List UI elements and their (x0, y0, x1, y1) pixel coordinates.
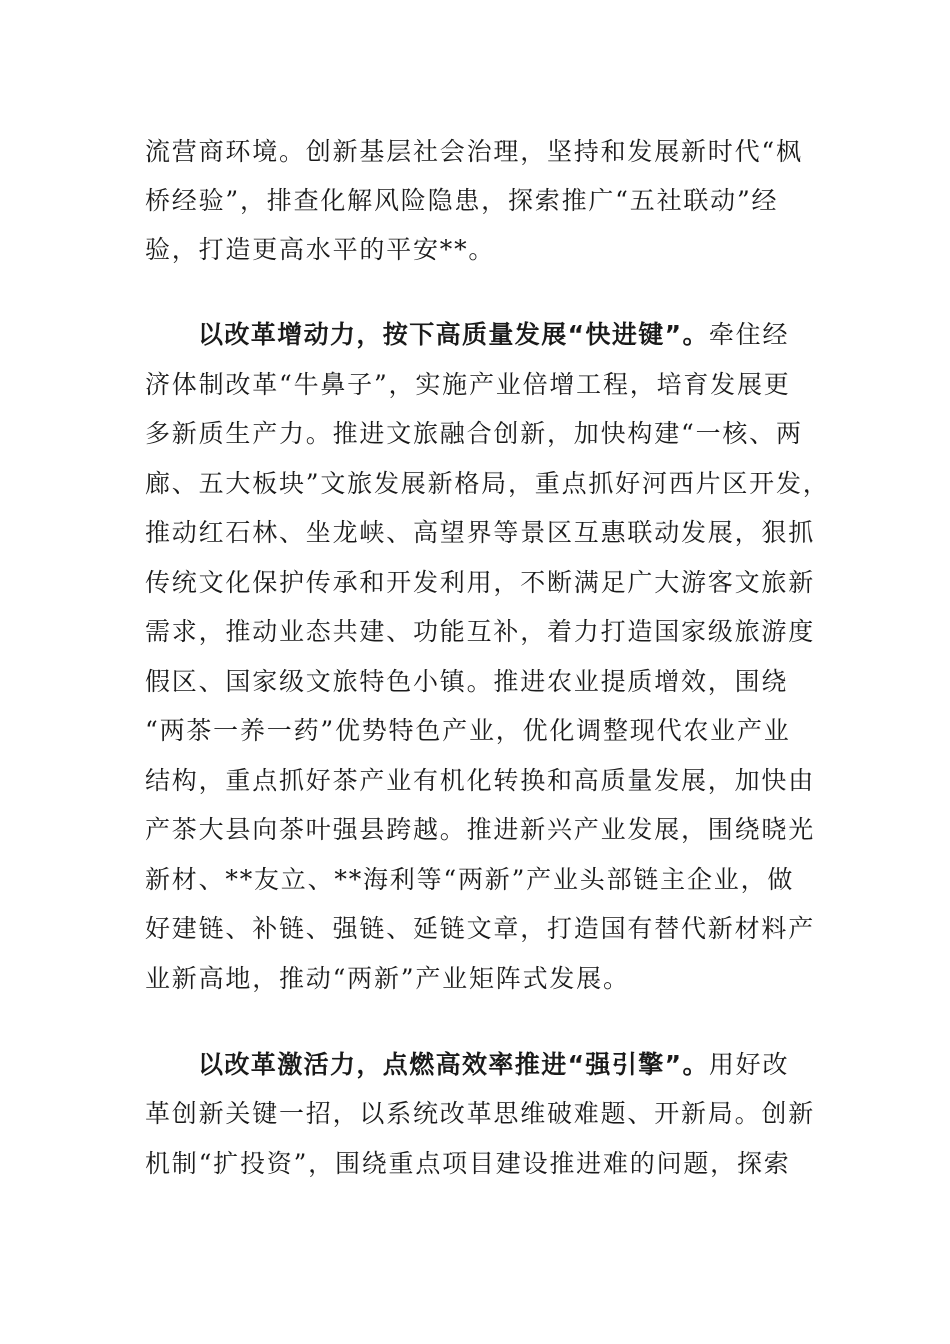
paragraph-3-line-1-text: 用好改 (708, 1050, 790, 1079)
paragraph-2-line-8: 假区、国家级文旅特色小镇。推进农业提质增效，围绕 (145, 667, 789, 696)
paragraph-1-line-1: 流营商环境。创新基层社会治理，坚持和发展新时代“枫 (145, 137, 803, 166)
paragraph-2-line-1 (198, 320, 789, 350)
paragraph-2-line-6: 传统文化保护传承和开发利用，不断满足广大游客文旅新 (145, 568, 816, 597)
paragraph-1-line-2: 桥经验”，排查化解风险隐患，探索推广“五社联动”经 (145, 186, 779, 215)
paragraph-2-line-9: “两茶一养一药”优势特色产业，优化调整现代农业产业 (145, 716, 791, 745)
paragraph-2-line-4: 廊、五大板块”文旅发展新格局，重点抓好河西片区开发， (145, 469, 830, 498)
paragraph-2-line-14: 业新高地，推动“两新”产业矩阵式发展。 (145, 964, 630, 993)
paragraph-3-line-2: 革创新关键一招，以系统改革思维破难题、开新局。创新 (145, 1099, 816, 1128)
paragraph-2-line-1-text: 牵住经 (708, 320, 790, 349)
paragraph-2-line-3: 多新质生产力。推进文旅融合创新，加快构建“一核、两 (145, 419, 803, 448)
paragraph-2-line-7: 需求，推动业态共建、功能互补，着力打造国家级旅游度 (145, 617, 816, 646)
paragraph-2-line-5: 推动红石林、坐龙峡、高望界等景区互惠联动发展，狠抓 (145, 518, 816, 547)
paragraph-2-line-2: 济体制改革“牛鼻子”，实施产业倍增工程，培育发展更 (145, 370, 791, 399)
paragraph-3-heading: 以改革激活力，点燃高效率推进“强引擎”。 (198, 1050, 709, 1079)
paragraph-3-line-1 (198, 1050, 789, 1080)
paragraph-2-line-10: 结构，重点抓好茶产业有机化转换和高质量发展，加快由 (145, 766, 816, 795)
paragraph-2-line-12: 新材、**友立、**海利等“两新”产业头部链主企业，做 (145, 865, 795, 894)
paragraph-1-line-3: 验，打造更高水平的平安**。 (145, 235, 496, 264)
paragraph-2-line-11: 产茶大县向茶叶强县跨越。推进新兴产业发展，围绕晓光 (145, 815, 816, 844)
paragraph-2-line-13: 好建链、补链、强链、延链文章，打造国有替代新材料产 (145, 914, 816, 943)
paragraph-3-line-3: 机制“扩投资”，围绕重点项目建设推进难的问题，探索 (145, 1149, 791, 1178)
paragraph-2-heading: 以改革增动力，按下高质量发展“快进键”。 (198, 320, 709, 349)
